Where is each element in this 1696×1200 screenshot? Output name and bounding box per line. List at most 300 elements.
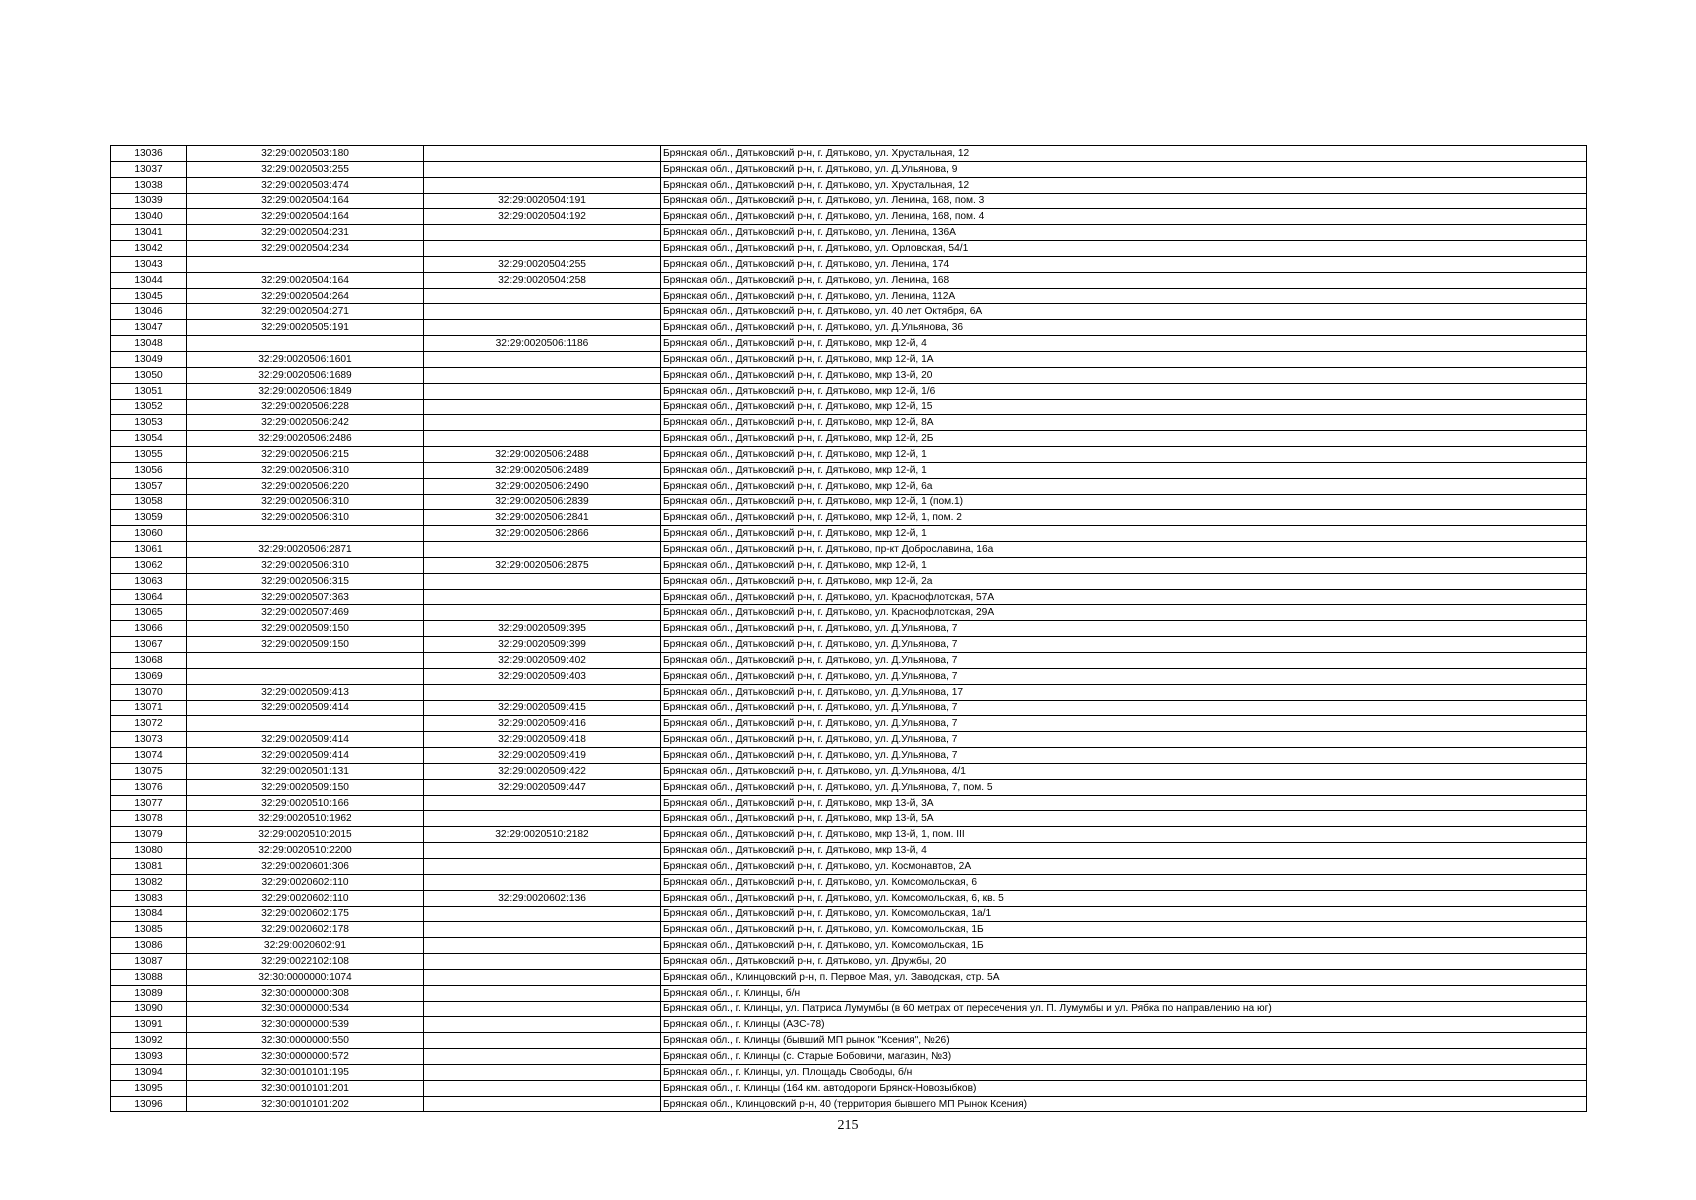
related-cadastral-number-cell [424, 304, 661, 320]
address-cell: Брянская обл., Дятьковский р-н, г. Дятьково, мкр 12-й, 1 [661, 557, 1587, 573]
record-number-cell: 13090 [111, 1001, 187, 1017]
table-row [111, 177, 1587, 193]
record-number-cell: 13076 [111, 779, 187, 795]
record-number-cell: 13042 [111, 241, 187, 257]
related-cadastral-number-cell [424, 795, 661, 811]
cadastral-number-cell: 32:29:0020506:2486 [187, 431, 424, 447]
table-row [111, 1017, 1587, 1033]
address-cell: Брянская обл., Клинцовский р-н, п. Первое Мая, ул. Заводская, стр. 5А [661, 969, 1587, 985]
address-cell: Брянская обл., Дятьковский р-н, г. Дятьково, ул. Ленина, 168, пом. 3 [661, 193, 1587, 209]
record-number-cell: 13084 [111, 906, 187, 922]
record-number-cell: 13048 [111, 336, 187, 352]
address-cell: Брянская обл., Дятьковский р-н, г. Дятьково, ул. Хрустальная, 12 [661, 146, 1587, 162]
address-cell: Брянская обл., Дятьковский р-н, г. Дятьково, ул. 40 лет Октября, 6А [661, 304, 1587, 320]
table-row [111, 969, 1587, 985]
related-cadastral-number-cell [424, 415, 661, 431]
related-cadastral-number-cell [424, 605, 661, 621]
address-cell: Брянская обл., Дятьковский р-н, г. Дятьково, ул. Д.Ульянова, 9 [661, 161, 1587, 177]
cadastral-number-cell: 32:29:0020506:228 [187, 399, 424, 415]
record-number-cell: 13067 [111, 637, 187, 653]
address-cell: Брянская обл., Дятьковский р-н, г. Дятьково, мкр 12-й, 1, пом. 2 [661, 510, 1587, 526]
address-cell: Брянская обл., Дятьковский р-н, г. Дятьково, мкр 12-й, 2а [661, 573, 1587, 589]
related-cadastral-number-cell: 32:29:0020509:422 [424, 763, 661, 779]
address-cell: Брянская обл., г. Клинцы (с. Старые Бобовичи, магазин, №3) [661, 1049, 1587, 1065]
table-row [111, 415, 1587, 431]
table-row [111, 1064, 1587, 1080]
data-table-container [110, 145, 1586, 1112]
table-row [111, 1080, 1587, 1096]
related-cadastral-number-cell [424, 320, 661, 336]
cadastral-number-cell: 32:29:0020602:175 [187, 906, 424, 922]
related-cadastral-number-cell [424, 288, 661, 304]
related-cadastral-number-cell [424, 874, 661, 890]
related-cadastral-number-cell [424, 1017, 661, 1033]
related-cadastral-number-cell: 32:29:0020504:191 [424, 193, 661, 209]
address-cell: Брянская обл., Дятьковский р-н, г. Дятьково, ул. Ленина, 168, пом. 4 [661, 209, 1587, 225]
address-cell: Брянская обл., Дятьковский р-н, г. Дятьково, ул. Дружбы, 20 [661, 954, 1587, 970]
address-cell: Брянская обл., Дятьковский р-н, г. Дятьково, мкр 13-й, 4 [661, 843, 1587, 859]
related-cadastral-number-cell: 32:29:0020506:2488 [424, 447, 661, 463]
record-number-cell: 13092 [111, 1033, 187, 1049]
table-row [111, 1033, 1587, 1049]
record-number-cell: 13088 [111, 969, 187, 985]
table-row [111, 874, 1587, 890]
record-number-cell: 13057 [111, 478, 187, 494]
table-row [111, 510, 1587, 526]
record-number-cell: 13039 [111, 193, 187, 209]
address-cell: Брянская обл., Дятьковский р-н, г. Дятьково, мкр 13-й, 3А [661, 795, 1587, 811]
record-number-cell: 13051 [111, 383, 187, 399]
cadastral-number-cell: 32:29:0020509:414 [187, 748, 424, 764]
cadastral-number-cell: 32:29:0020504:164 [187, 272, 424, 288]
address-cell: Брянская обл., Дятьковский р-н, г. Дятьково, ул. Ленина, 136А [661, 225, 1587, 241]
address-cell: Брянская обл., Дятьковский р-н, г. Дятьково, мкр 13-й, 20 [661, 367, 1587, 383]
cadastral-number-cell [187, 336, 424, 352]
address-cell: Брянская обл., Дятьковский р-н, г. Дятьково, мкр 13-й, 1, пом. III [661, 827, 1587, 843]
table-row [111, 320, 1587, 336]
cadastral-number-cell: 32:29:0020506:220 [187, 478, 424, 494]
related-cadastral-number-cell: 32:29:0020504:192 [424, 209, 661, 225]
address-cell: Брянская обл., Дятьковский р-н, г. Дятьково, мкр 12-й, 2Б [661, 431, 1587, 447]
table-row [111, 304, 1587, 320]
table-row [111, 256, 1587, 272]
cadastral-number-cell [187, 526, 424, 542]
table-row [111, 843, 1587, 859]
address-cell: Брянская обл., Дятьковский р-н, г. Дятьково, мкр 12-й, 1 (пом.1) [661, 494, 1587, 510]
cadastral-number-cell: 32:29:0020510:2200 [187, 843, 424, 859]
address-cell: Брянская обл., Дятьковский р-н, г. Дятьково, ул. Д.Ульянова, 36 [661, 320, 1587, 336]
address-cell: Брянская обл., Дятьковский р-н, г. Дятьково, ул. Краснофлотская, 57А [661, 589, 1587, 605]
address-cell: Брянская обл., г. Клинцы, ул. Патриса Лумумбы (в 60 метрах от пересечения ул. П. Лумумбы и ул. Рябка по направлению на юг) [661, 1001, 1587, 1017]
cadastral-number-cell: 32:29:0020506:315 [187, 573, 424, 589]
address-cell: Брянская обл., Дятьковский р-н, г. Дятьково, ул. Космонавтов, 2А [661, 858, 1587, 874]
address-cell: Брянская обл., Дятьковский р-н, г. Дятьково, мкр 12-й, 1 [661, 526, 1587, 542]
cadastral-number-cell: 32:29:0020504:164 [187, 209, 424, 225]
table-row [111, 732, 1587, 748]
cadastral-number-cell: 32:29:0020507:469 [187, 605, 424, 621]
record-number-cell: 13075 [111, 763, 187, 779]
table-row [111, 716, 1587, 732]
record-number-cell: 13053 [111, 415, 187, 431]
cadastral-number-cell: 32:29:0020510:1962 [187, 811, 424, 827]
record-number-cell: 13059 [111, 510, 187, 526]
record-number-cell: 13077 [111, 795, 187, 811]
table-row [111, 161, 1587, 177]
cadastral-number-cell: 32:29:0020510:166 [187, 795, 424, 811]
table-row [111, 637, 1587, 653]
record-number-cell: 13070 [111, 684, 187, 700]
address-cell: Брянская обл., Дятьковский р-н, г. Дятьково, мкр 12-й, 1 [661, 447, 1587, 463]
related-cadastral-number-cell [424, 906, 661, 922]
record-number-cell: 13041 [111, 225, 187, 241]
address-cell: Брянская обл., Дятьковский р-н, г. Дятьково, ул. Д.Ульянова, 7 [661, 716, 1587, 732]
record-number-cell: 13080 [111, 843, 187, 859]
address-cell: Брянская обл., Дятьковский р-н, г. Дятьково, мкр 12-й, 4 [661, 336, 1587, 352]
related-cadastral-number-cell [424, 1080, 661, 1096]
address-cell: Брянская обл., Дятьковский р-н, г. Дятьково, мкр 12-й, 8А [661, 415, 1587, 431]
record-number-cell: 13087 [111, 954, 187, 970]
address-cell: Брянская обл., Дятьковский р-н, г. Дятьково, ул. Ленина, 112А [661, 288, 1587, 304]
table-row [111, 653, 1587, 669]
cadastral-number-cell: 32:30:0000000:550 [187, 1033, 424, 1049]
record-number-cell: 13044 [111, 272, 187, 288]
records-table [110, 145, 1587, 1112]
record-number-cell: 13091 [111, 1017, 187, 1033]
cadastral-number-cell: 32:29:0020602:91 [187, 938, 424, 954]
address-cell: Брянская обл., Дятьковский р-н, г. Дятьково, ул. Д.Ульянова, 7 [661, 700, 1587, 716]
record-number-cell: 13062 [111, 557, 187, 573]
address-cell: Брянская обл., г. Клинцы (164 км. автодороги Брянск-Новозыбков) [661, 1080, 1587, 1096]
table-row [111, 367, 1587, 383]
related-cadastral-number-cell: 32:29:0020506:2490 [424, 478, 661, 494]
record-number-cell: 13055 [111, 447, 187, 463]
cadastral-number-cell: 32:29:0020509:150 [187, 637, 424, 653]
cadastral-number-cell: 32:30:0010101:202 [187, 1096, 424, 1112]
address-cell: Брянская обл., Дятьковский р-н, г. Дятьково, ул. Хрустальная, 12 [661, 177, 1587, 193]
cadastral-number-cell: 32:29:0020506:1601 [187, 351, 424, 367]
table-row [111, 858, 1587, 874]
cadastral-number-cell: 32:30:0010101:195 [187, 1064, 424, 1080]
related-cadastral-number-cell [424, 399, 661, 415]
cadastral-number-cell: 32:29:0020506:1689 [187, 367, 424, 383]
address-cell: Брянская обл., Дятьковский р-н, г. Дятьково, ул. Д.Ульянова, 7 [661, 732, 1587, 748]
related-cadastral-number-cell [424, 922, 661, 938]
record-number-cell: 13081 [111, 858, 187, 874]
related-cadastral-number-cell [424, 573, 661, 589]
related-cadastral-number-cell [424, 589, 661, 605]
record-number-cell: 13083 [111, 890, 187, 906]
address-cell: Брянская обл., Дятьковский р-н, г. Дятьково, мкр 13-й, 5А [661, 811, 1587, 827]
related-cadastral-number-cell: 32:29:0020509:415 [424, 700, 661, 716]
related-cadastral-number-cell: 32:29:0020506:2875 [424, 557, 661, 573]
table-row [111, 336, 1587, 352]
record-number-cell: 13049 [111, 351, 187, 367]
cadastral-number-cell: 32:29:0020601:306 [187, 858, 424, 874]
address-cell: Брянская обл., Дятьковский р-н, г. Дятьково, ул. Д.Ульянова, 17 [661, 684, 1587, 700]
record-number-cell: 13096 [111, 1096, 187, 1112]
cadastral-number-cell: 32:30:0000000:572 [187, 1049, 424, 1065]
table-row [111, 605, 1587, 621]
table-row [111, 557, 1587, 573]
record-number-cell: 13086 [111, 938, 187, 954]
cadastral-number-cell: 32:29:0022102:108 [187, 954, 424, 970]
address-cell: Брянская обл., г. Клинцы, б/н [661, 985, 1587, 1001]
related-cadastral-number-cell [424, 954, 661, 970]
table-row [111, 542, 1587, 558]
table-row [111, 431, 1587, 447]
record-number-cell: 13073 [111, 732, 187, 748]
record-number-cell: 13045 [111, 288, 187, 304]
record-number-cell: 13047 [111, 320, 187, 336]
cadastral-number-cell: 32:30:0000000:308 [187, 985, 424, 1001]
related-cadastral-number-cell: 32:29:0020510:2182 [424, 827, 661, 843]
address-cell: Брянская обл., Дятьковский р-н, г. Дятьково, мкр 12-й, 1 [661, 462, 1587, 478]
cadastral-number-cell: 32:29:0020506:310 [187, 557, 424, 573]
address-cell: Брянская обл., г. Клинцы (бывший МП рынок "Ксения", №26) [661, 1033, 1587, 1049]
table-row [111, 209, 1587, 225]
related-cadastral-number-cell [424, 146, 661, 162]
table-row [111, 146, 1587, 162]
related-cadastral-number-cell [424, 351, 661, 367]
related-cadastral-number-cell: 32:29:0020504:255 [424, 256, 661, 272]
record-number-cell: 13043 [111, 256, 187, 272]
related-cadastral-number-cell [424, 431, 661, 447]
record-number-cell: 13079 [111, 827, 187, 843]
address-cell: Брянская обл., Дятьковский р-н, г. Дятьково, ул. Д.Ульянова, 7 [661, 653, 1587, 669]
related-cadastral-number-cell [424, 969, 661, 985]
record-number-cell: 13037 [111, 161, 187, 177]
cadastral-number-cell: 32:29:0020509:414 [187, 700, 424, 716]
record-number-cell: 13064 [111, 589, 187, 605]
record-number-cell: 13040 [111, 209, 187, 225]
record-number-cell: 13052 [111, 399, 187, 415]
address-cell: Брянская обл., Дятьковский р-н, г. Дятьково, ул. Комсомольская, 1Б [661, 938, 1587, 954]
table-row [111, 700, 1587, 716]
address-cell: Брянская обл., г. Клинцы (АЗС-78) [661, 1017, 1587, 1033]
cadastral-number-cell: 32:30:0000000:1074 [187, 969, 424, 985]
cadastral-number-cell: 32:29:0020506:310 [187, 494, 424, 510]
related-cadastral-number-cell: 32:29:0020506:2489 [424, 462, 661, 478]
related-cadastral-number-cell: 32:29:0020509:395 [424, 621, 661, 637]
record-number-cell: 13069 [111, 668, 187, 684]
related-cadastral-number-cell [424, 161, 661, 177]
address-cell: Брянская обл., Дятьковский р-н, г. Дятьково, ул. Комсомольская, 1а/1 [661, 906, 1587, 922]
related-cadastral-number-cell: 32:29:0020602:136 [424, 890, 661, 906]
record-number-cell: 13094 [111, 1064, 187, 1080]
address-cell: Брянская обл., Дятьковский р-н, г. Дятьково, мкр 12-й, 6а [661, 478, 1587, 494]
table-row [111, 827, 1587, 843]
table-row [111, 241, 1587, 257]
table-row [111, 1049, 1587, 1065]
related-cadastral-number-cell [424, 1096, 661, 1112]
record-number-cell: 13046 [111, 304, 187, 320]
table-row [111, 1001, 1587, 1017]
address-cell: Брянская обл., Дятьковский р-н, г. Дятьково, ул. Д.Ульянова, 7 [661, 668, 1587, 684]
related-cadastral-number-cell: 32:29:0020506:2841 [424, 510, 661, 526]
address-cell: Брянская обл., Дятьковский р-н, г. Дятьково, ул. Д.Ульянова, 7 [661, 637, 1587, 653]
table-row [111, 985, 1587, 1001]
table-row [111, 494, 1587, 510]
cadastral-number-cell: 32:29:0020510:2015 [187, 827, 424, 843]
table-row [111, 795, 1587, 811]
table-row [111, 193, 1587, 209]
cadastral-number-cell: 32:29:0020504:164 [187, 193, 424, 209]
cadastral-number-cell: 32:29:0020503:474 [187, 177, 424, 193]
related-cadastral-number-cell [424, 1064, 661, 1080]
record-number-cell: 13054 [111, 431, 187, 447]
table-row [111, 383, 1587, 399]
table-row [111, 526, 1587, 542]
address-cell: Брянская обл., Дятьковский р-н, г. Дятьково, ул. Орловская, 54/1 [661, 241, 1587, 257]
record-number-cell: 13085 [111, 922, 187, 938]
record-number-cell: 13056 [111, 462, 187, 478]
table-row [111, 447, 1587, 463]
related-cadastral-number-cell [424, 177, 661, 193]
address-cell: Брянская обл., Дятьковский р-н, г. Дятьково, ул. Д.Ульянова, 7 [661, 621, 1587, 637]
cadastral-number-cell: 32:30:0010101:201 [187, 1080, 424, 1096]
cadastral-number-cell: 32:29:0020506:310 [187, 462, 424, 478]
related-cadastral-number-cell: 32:29:0020509:416 [424, 716, 661, 732]
related-cadastral-number-cell [424, 938, 661, 954]
record-number-cell: 13082 [111, 874, 187, 890]
table-row [111, 573, 1587, 589]
cadastral-number-cell: 32:29:0020602:110 [187, 890, 424, 906]
cadastral-number-cell: 32:29:0020503:255 [187, 161, 424, 177]
cadastral-number-cell: 32:29:0020509:150 [187, 779, 424, 795]
record-number-cell: 13068 [111, 653, 187, 669]
cadastral-number-cell: 32:29:0020506:310 [187, 510, 424, 526]
table-row [111, 684, 1587, 700]
table-row [111, 954, 1587, 970]
table-row [111, 288, 1587, 304]
address-cell: Брянская обл., Дятьковский р-н, г. Дятьково, ул. Ленина, 168 [661, 272, 1587, 288]
records-table-body [111, 146, 1587, 1112]
address-cell: Брянская обл., Дятьковский р-н, г. Дятьково, ул. Краснофлотская, 29А [661, 605, 1587, 621]
table-row [111, 890, 1587, 906]
address-cell: Брянская обл., Дятьковский р-н, г. Дятьково, пр-кт Доброславина, 16а [661, 542, 1587, 558]
related-cadastral-number-cell: 32:29:0020509:402 [424, 653, 661, 669]
address-cell: Брянская обл., Дятьковский р-н, г. Дятьково, мкр 12-й, 15 [661, 399, 1587, 415]
address-cell: Брянская обл., Дятьковский р-н, г. Дятьково, ул. Комсомольская, 6 [661, 874, 1587, 890]
page-number: 215 [837, 1118, 859, 1133]
table-row [111, 811, 1587, 827]
cadastral-number-cell: 32:29:0020602:178 [187, 922, 424, 938]
record-number-cell: 13058 [111, 494, 187, 510]
cadastral-number-cell [187, 653, 424, 669]
related-cadastral-number-cell [424, 225, 661, 241]
table-row [111, 906, 1587, 922]
cadastral-number-cell: 32:29:0020506:242 [187, 415, 424, 431]
related-cadastral-number-cell: 32:29:0020509:399 [424, 637, 661, 653]
table-row [111, 938, 1587, 954]
table-row [111, 462, 1587, 478]
cadastral-number-cell: 32:29:0020509:414 [187, 732, 424, 748]
related-cadastral-number-cell: 32:29:0020504:258 [424, 272, 661, 288]
table-row [111, 272, 1587, 288]
record-number-cell: 13066 [111, 621, 187, 637]
cadastral-number-cell: 32:30:0000000:534 [187, 1001, 424, 1017]
related-cadastral-number-cell [424, 985, 661, 1001]
cadastral-number-cell: 32:29:0020503:180 [187, 146, 424, 162]
related-cadastral-number-cell: 32:29:0020506:1186 [424, 336, 661, 352]
related-cadastral-number-cell: 32:29:0020509:418 [424, 732, 661, 748]
cadastral-number-cell: 32:29:0020506:1849 [187, 383, 424, 399]
related-cadastral-number-cell [424, 858, 661, 874]
related-cadastral-number-cell [424, 1049, 661, 1065]
record-number-cell: 13074 [111, 748, 187, 764]
record-number-cell: 13036 [111, 146, 187, 162]
related-cadastral-number-cell [424, 684, 661, 700]
record-number-cell: 13089 [111, 985, 187, 1001]
address-cell: Брянская обл., Дятьковский р-н, г. Дятьково, ул. Д.Ульянова, 7 [661, 748, 1587, 764]
cadastral-number-cell: 32:29:0020504:264 [187, 288, 424, 304]
cadastral-number-cell: 32:29:0020509:150 [187, 621, 424, 637]
record-number-cell: 13050 [111, 367, 187, 383]
address-cell: Брянская обл., Дятьковский р-н, г. Дятьково, ул. Д.Ульянова, 7, пом. 5 [661, 779, 1587, 795]
table-row [111, 589, 1587, 605]
related-cadastral-number-cell: 32:29:0020506:2866 [424, 526, 661, 542]
related-cadastral-number-cell: 32:29:0020509:447 [424, 779, 661, 795]
cadastral-number-cell: 32:30:0000000:539 [187, 1017, 424, 1033]
cadastral-number-cell: 32:29:0020504:234 [187, 241, 424, 257]
address-cell: Брянская обл., г. Клинцы, ул. Площадь Свободы, б/н [661, 1064, 1587, 1080]
record-number-cell: 13093 [111, 1049, 187, 1065]
related-cadastral-number-cell [424, 542, 661, 558]
address-cell: Брянская обл., Дятьковский р-н, г. Дятьково, ул. Комсомольская, 6, кв. 5 [661, 890, 1587, 906]
cadastral-number-cell: 32:29:0020506:2871 [187, 542, 424, 558]
table-row [111, 1096, 1587, 1112]
related-cadastral-number-cell [424, 367, 661, 383]
address-cell: Брянская обл., Клинцовский р-н, 40 (территория бывшего МП Рынок Ксения) [661, 1096, 1587, 1112]
table-row [111, 225, 1587, 241]
record-number-cell: 13095 [111, 1080, 187, 1096]
address-cell: Брянская обл., Дятьковский р-н, г. Дятьково, ул. Ленина, 174 [661, 256, 1587, 272]
cadastral-number-cell: 32:29:0020507:363 [187, 589, 424, 605]
cadastral-number-cell [187, 716, 424, 732]
address-cell: Брянская обл., Дятьковский р-н, г. Дятьково, мкр 12-й, 1А [661, 351, 1587, 367]
related-cadastral-number-cell [424, 843, 661, 859]
related-cadastral-number-cell [424, 241, 661, 257]
cadastral-number-cell: 32:29:0020504:231 [187, 225, 424, 241]
record-number-cell: 13078 [111, 811, 187, 827]
cadastral-number-cell: 32:29:0020504:271 [187, 304, 424, 320]
cadastral-number-cell: 32:29:0020602:110 [187, 874, 424, 890]
table-row [111, 763, 1587, 779]
record-number-cell: 13060 [111, 526, 187, 542]
table-row [111, 399, 1587, 415]
address-cell: Брянская обл., Дятьковский р-н, г. Дятьково, ул. Д.Ульянова, 4/1 [661, 763, 1587, 779]
record-number-cell: 13061 [111, 542, 187, 558]
related-cadastral-number-cell: 32:29:0020509:419 [424, 748, 661, 764]
related-cadastral-number-cell: 32:29:0020509:403 [424, 668, 661, 684]
related-cadastral-number-cell: 32:29:0020506:2839 [424, 494, 661, 510]
address-cell: Брянская обл., Дятьковский р-н, г. Дятьково, ул. Комсомольская, 1Б [661, 922, 1587, 938]
table-row [111, 779, 1587, 795]
record-number-cell: 13065 [111, 605, 187, 621]
related-cadastral-number-cell [424, 1001, 661, 1017]
table-row [111, 668, 1587, 684]
record-number-cell: 13071 [111, 700, 187, 716]
related-cadastral-number-cell [424, 811, 661, 827]
table-row [111, 478, 1587, 494]
record-number-cell: 13072 [111, 716, 187, 732]
related-cadastral-number-cell [424, 1033, 661, 1049]
related-cadastral-number-cell [424, 383, 661, 399]
cadastral-number-cell: 32:29:0020506:215 [187, 447, 424, 463]
record-number-cell: 13063 [111, 573, 187, 589]
cadastral-number-cell [187, 256, 424, 272]
address-cell: Брянская обл., Дятьковский р-н, г. Дятьково, мкр 12-й, 1/6 [661, 383, 1587, 399]
